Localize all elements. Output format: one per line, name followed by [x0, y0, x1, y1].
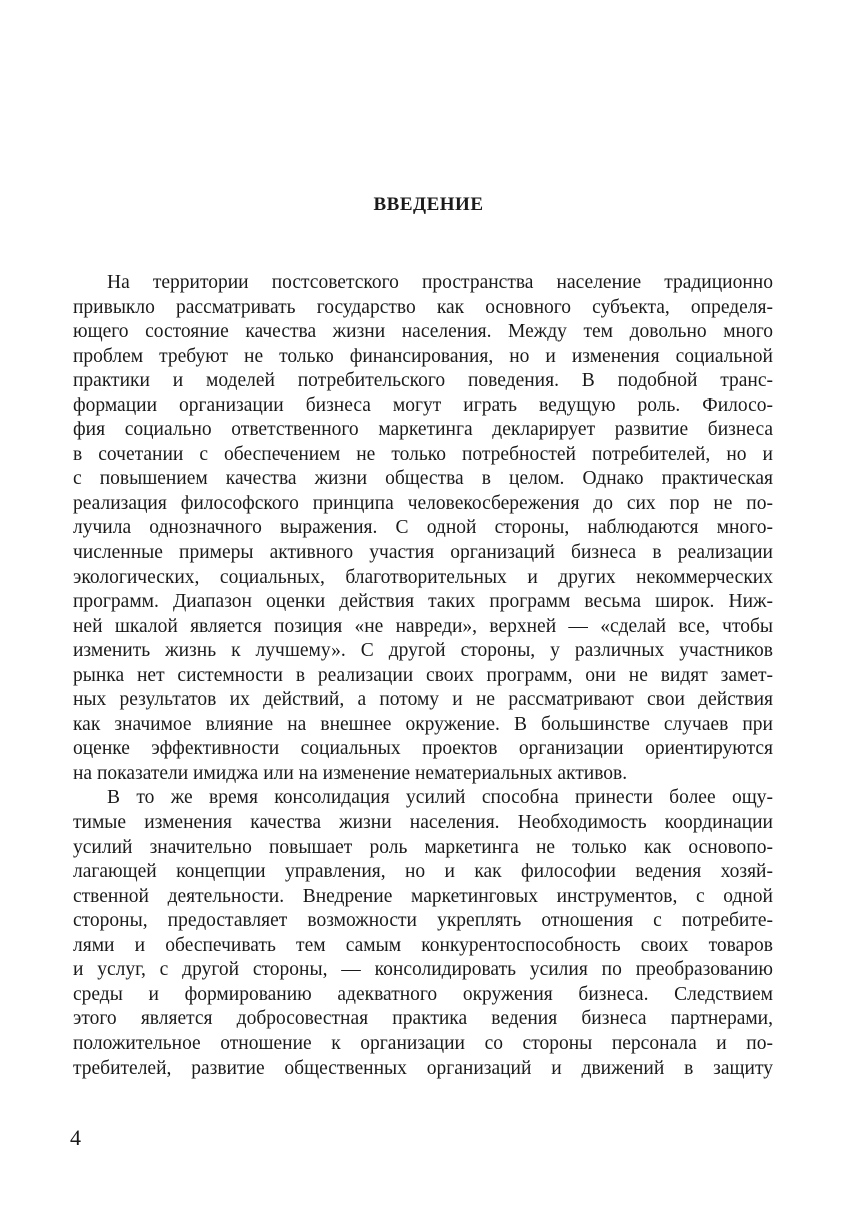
text-line: этого является добросовестная практика ведения бизнеса партнерами,: [73, 1008, 773, 1030]
text-line: и услуг, с другой стороны, — консолидировать усилия по преобразованию: [73, 959, 773, 981]
text-line: среды и формированию адекватного окружения бизнеса. Следствием: [73, 983, 773, 1005]
text-line: фия социально ответственного маркетинга декларирует развитие бизнеса: [73, 419, 773, 441]
text-line: лучила однозначного выражения. С одной стороны, наблюдаются много-: [73, 517, 773, 539]
text-line: стороны, предоставляет возможности укреплять отношения с потребите-: [73, 910, 773, 932]
paragraph-2: [73, 786, 773, 1081]
text-line: требителей, развитие общественных организаций и движений в защиту: [73, 1057, 773, 1079]
text-line: ней шкалой является позиция «не навреди», верхней — «сделай все, чтобы: [73, 615, 773, 637]
text-line: ных результатов их действий, а потому и не рассматривают свои действия: [73, 689, 773, 711]
text-line: ственной деятельности. Внедрение маркетинговых инструментов, с одной: [73, 885, 773, 907]
text-line: с повышением качества жизни общества в целом. Однако практическая: [73, 468, 773, 490]
text-line: в сочетании с обеспечением не только потребностей потребителей, но и: [73, 443, 773, 465]
text-line: проблем требуют не только финансирования, но и изменения социальной: [73, 345, 773, 367]
text-line: как значимое влияние на внешнее окружение. В большинстве случаев при: [73, 713, 773, 735]
text-line: тимые изменения качества жизни населения. Необходимость координации: [73, 812, 773, 834]
text-line: привыкло рассматривать государство как основного субъекта, определя-: [73, 296, 773, 318]
text-line: лагающей концепции управления, но и как философии ведения хозяй-: [73, 861, 773, 883]
text-line: программ. Диапазон оценки действия таких программ весьма широк. Ниж-: [73, 591, 773, 613]
text-line: изменить жизнь к лучшему». С другой стороны, у различных участников: [73, 640, 773, 662]
text-line: ющего состояние качества жизни населения. Между тем довольно много: [73, 321, 773, 343]
text-line: реализация философского принципа человекосбережения до сих пор не по-: [73, 492, 773, 514]
body-text: [73, 271, 773, 1081]
paragraph-1: [73, 271, 773, 786]
text-line: оценке эффективности социальных проектов организации ориентируются: [73, 738, 773, 760]
text-line: рынка нет системности в реализации своих программ, они не видят замет-: [73, 664, 773, 686]
text-line: численные примеры активного участия организаций бизнеса в реализации: [73, 542, 773, 564]
text-line: формации организации бизнеса могут играть ведущую роль. Филосо-: [73, 394, 773, 416]
text-line: практики и моделей потребительского поведения. В подобной транс-: [73, 370, 773, 392]
text-line: В то же время консолидация усилий способна принести более ощу-: [107, 787, 773, 809]
page-heading: ВВЕДЕНИЕ: [373, 194, 484, 215]
text-line: лями и обеспечивать тем самым конкурентоспособность своих товаров: [73, 934, 773, 956]
text-line: на показатели имиджа или на изменение нематериальных активов.: [73, 762, 628, 784]
text-line: На территории постсоветского пространства население традиционно: [107, 272, 773, 293]
text-line: экологических, социальных, благотворительных и других некоммерческих: [73, 566, 773, 588]
text-line: усилий значительно повышает роль маркетинга не только как основопо-: [73, 836, 773, 858]
page-number: 4: [70, 1125, 81, 1150]
text-line: положительное отношение к организации со стороны персонала и по-: [73, 1032, 773, 1054]
